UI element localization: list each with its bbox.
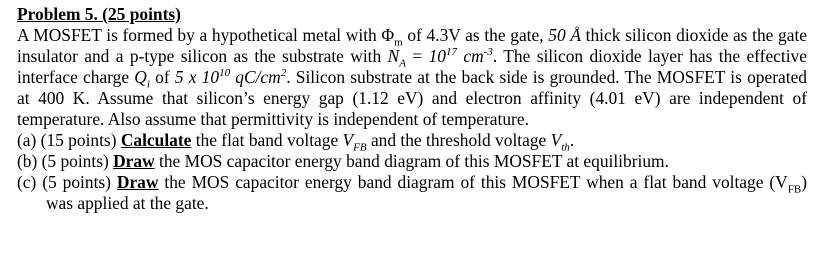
charge-subscript: i bbox=[146, 78, 150, 91]
part-a bbox=[17, 130, 807, 154]
part-a-keyword: Calculate bbox=[120, 130, 192, 150]
threshold-subscript: th bbox=[561, 141, 570, 154]
charge-unit: qC/cm bbox=[230, 67, 281, 87]
part-c-text-2: ) was applied at the gate. bbox=[46, 172, 807, 213]
intro-text-6: . Silicon substrate at the back side is grounded. The MOSFET is operated at 400 K. Assume that silicon’s energy gap (1.12 eV) and electron affinity (4.01 eV) are independent of temperature. Also assume that permittivity is independent of temperature. bbox=[17, 67, 807, 129]
part-c-subscript: FB bbox=[787, 183, 802, 196]
intro-text-5: of bbox=[149, 67, 175, 87]
doping-unit-exponent: -3 bbox=[483, 46, 493, 59]
problem-title: Problem 5. (25 points) bbox=[17, 4, 181, 24]
intro-text-2: of 4.3V as the gate, bbox=[402, 25, 549, 45]
charge-exponent: 10 bbox=[219, 67, 231, 80]
part-c-text-1: the MOS capacitor energy band diagram of this MOSFET when a flat band voltage (V bbox=[158, 172, 788, 192]
intro-text-1: A MOSFET is formed by a hypothetical metal with Φ bbox=[17, 25, 395, 45]
part-a-text-1: the flat band voltage bbox=[191, 130, 343, 150]
part-c-keyword: Draw bbox=[116, 172, 159, 192]
problem-intro bbox=[17, 25, 807, 130]
part-b-prefix: (b) (5 points) bbox=[17, 151, 114, 171]
part-b-keyword: Draw bbox=[113, 151, 155, 171]
threshold-variable: V bbox=[550, 130, 562, 150]
doping-equals: = bbox=[405, 46, 429, 66]
charge-unit-exponent: 2 bbox=[280, 67, 287, 80]
part-a-text-3: . bbox=[569, 130, 575, 150]
part-a-text-2: and the threshold voltage bbox=[366, 130, 551, 150]
part-c-prefix: (c) (5 points) bbox=[17, 172, 117, 192]
doping-variable: N bbox=[387, 46, 400, 66]
part-b bbox=[17, 151, 807, 172]
problem-container bbox=[17, 4, 807, 214]
charge-variable: Q bbox=[134, 67, 147, 87]
charge-value: 5 x 10 bbox=[174, 67, 220, 87]
flatband-variable: V bbox=[342, 130, 354, 150]
part-a-prefix: (a) (15 points) bbox=[17, 130, 121, 150]
part-b-text: the MOS capacitor energy band diagram of this MOSFET at equilibrium. bbox=[154, 151, 669, 171]
problem-parts bbox=[17, 130, 807, 214]
part-c bbox=[17, 172, 807, 214]
intro-text-3: thick silicon dioxide as the gate insulator and a p-type silicon as the substrate with bbox=[17, 25, 808, 66]
doping-base: 10 bbox=[428, 46, 446, 66]
phi-subscript: m bbox=[394, 36, 403, 49]
doping-exponent: 17 bbox=[445, 46, 457, 59]
doping-unit: cm bbox=[456, 46, 484, 66]
intro-text-4: . The silicon dioxide layer has the effective interface charge bbox=[17, 46, 807, 87]
doping-subscript: A bbox=[399, 57, 406, 70]
flatband-subscript: FB bbox=[353, 141, 367, 154]
oxide-thickness: 50 Å bbox=[548, 25, 581, 45]
